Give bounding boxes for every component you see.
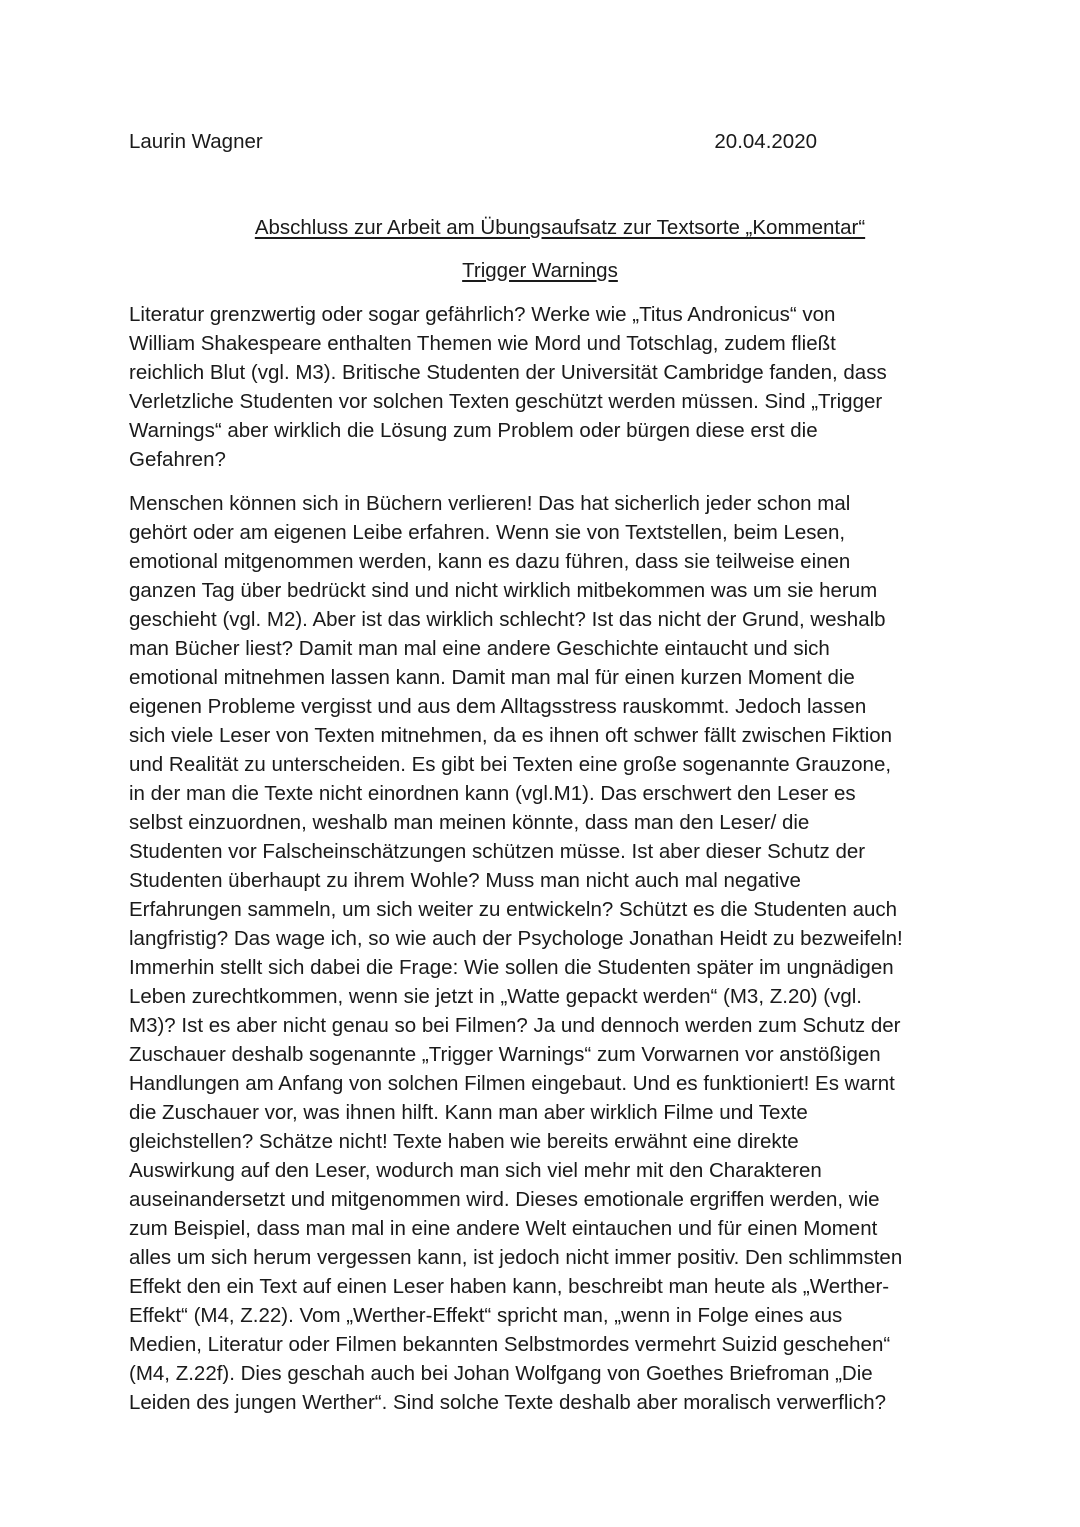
text-line: langfristig? Das wage ich, so wie auch der Psychologe Jonathan Heidt zu bezweifeln! (129, 927, 903, 950)
text-line: Verletzliche Studenten vor solchen Texten geschützt werden müssen. Sind „Trigger (129, 390, 883, 413)
text-line: man Bücher liest? Damit man mal eine andere Geschichte eintaucht und sich (129, 637, 830, 660)
text-line: Auswirkung auf den Leser, wodurch man sich viel mehr mit den Charakteren (129, 1159, 822, 1182)
text-line: Studenten vor Falscheinschätzungen schützen müsse. Ist aber dieser Schutz der (129, 840, 866, 863)
text-line: M3)? Ist es aber nicht genau so bei Filmen? Ja und dennoch werden zum Schutz der (129, 1014, 901, 1037)
paragraph-intro (129, 300, 959, 474)
text-line: auseinandersetzt und mitgenommen wird. Dieses emotionale ergriffen werden, wie (129, 1188, 880, 1211)
header (129, 128, 817, 156)
text-line: Handlungen am Anfang von solchen Filmen eingebaut. Und es funktioniert! Es warnt (129, 1072, 895, 1095)
text-line: William Shakespeare enthalten Themen wie Mord und Totschlag, zudem fließt (129, 332, 836, 355)
text-line: ganzen Tag über bedrückt sind und nicht wirklich mitbekommen was um sie herum (129, 579, 878, 602)
document-subtitle: Trigger Warnings (462, 259, 618, 282)
document-body (129, 300, 959, 1432)
text-line: Leiden des jungen Werther“. Sind solche Texte deshalb aber moralisch verwerflich? (129, 1391, 887, 1414)
text-line: Leben zurechtkommen, wenn sie jetzt in „Watte gepackt werden“ (M3, Z.20) (vgl. (129, 985, 862, 1008)
text-line: emotional mitnehmen lassen kann. Damit man mal für einen kurzen Moment die (129, 666, 855, 689)
text-line: Gefahren? (129, 448, 226, 471)
paragraph-main (129, 489, 959, 1417)
text-line: Warnings“ aber wirklich die Lösung zum Problem oder bürgen diese erst die (129, 419, 818, 442)
text-line: Effekt den ein Text auf einen Leser haben kann, beschreibt man heute als „Werther- (129, 1275, 890, 1298)
text-line: reichlich Blut (vgl. M3). Britische Studenten der Universität Cambridge fanden, dass (129, 361, 887, 384)
text-line: emotional mitgenommen werden, kann es dazu führen, dass sie teilweise einen (129, 550, 851, 573)
text-line: zum Beispiel, dass man mal in eine andere Welt eintauchen und für einen Moment (129, 1217, 878, 1240)
text-line: Effekt“ (M4, Z.22). Vom „Werther-Effekt“ spricht man, „wenn in Folge eines aus (129, 1304, 843, 1327)
text-line: Erfahrungen sammeln, um sich weiter zu entwickeln? Schützt es die Studenten auch (129, 898, 898, 921)
text-line: und Realität zu unterscheiden. Es gibt bei Texten eine große sogenannte Grauzone, (129, 753, 892, 776)
document-date: 20.04.2020 (714, 130, 817, 153)
text-line: Menschen können sich in Büchern verlieren! Das hat sicherlich jeder schon mal (129, 492, 851, 515)
text-line: alles um sich herum vergessen kann, ist jedoch nicht immer positiv. Den schlimmsten (129, 1246, 903, 1269)
text-line: eigenen Probleme vergisst und aus dem Alltagsstress rauskommt. Jedoch lassen (129, 695, 867, 718)
text-line: Studenten überhaupt zu ihrem Wohle? Muss man nicht auch mal negative (129, 869, 801, 892)
text-line: Immerhin stellt sich dabei die Frage: Wie sollen die Studenten später im ungnädigen (129, 956, 894, 979)
text-line: sich viele Leser von Texten mitnehmen, da es ihnen oft schwer fällt zwischen Fiktion (129, 724, 893, 747)
text-line: Zuschauer deshalb sogenannte „Trigger Warnings“ zum Vorwarnen vor anstößigen (129, 1043, 881, 1066)
text-line: Medien, Literatur oder Filmen bekannten Selbstmordes vermehrt Suizid geschehen“ (129, 1333, 891, 1356)
text-line: (M4, Z.22f). Dies geschah auch bei Johan Wolfgang von Goethes Briefroman „Die (129, 1362, 873, 1385)
text-line: gehört oder am eigenen Leibe erfahren. Wenn sie von Textstellen, beim Lesen, (129, 521, 846, 544)
text-line: Literatur grenzwertig oder sogar gefährlich? Werke wie „Titus Andronicus“ von (129, 303, 836, 326)
text-line: geschieht (vgl. M2). Aber ist das wirklich schlecht? Ist das nicht der Grund, weshalb (129, 608, 886, 631)
text-line: die Zuschauer vor, was ihnen hilft. Kann man aber wirklich Filme und Texte (129, 1101, 808, 1124)
document-title: Abschluss zur Arbeit am Übungsaufsatz zur Textsorte „Kommentar“ (254, 216, 866, 239)
text-line: in der man die Texte nicht einordnen kann (vgl.M1). Das erschwert den Leser es (129, 782, 856, 805)
text-line: selbst einzuordnen, weshalb man meinen könnte, dass man den Leser/ die (129, 811, 810, 834)
author-name: Laurin Wagner (129, 130, 263, 153)
text-line: gleichstellen? Schätze nicht! Texte haben wie bereits erwähnt eine direkte (129, 1130, 799, 1153)
